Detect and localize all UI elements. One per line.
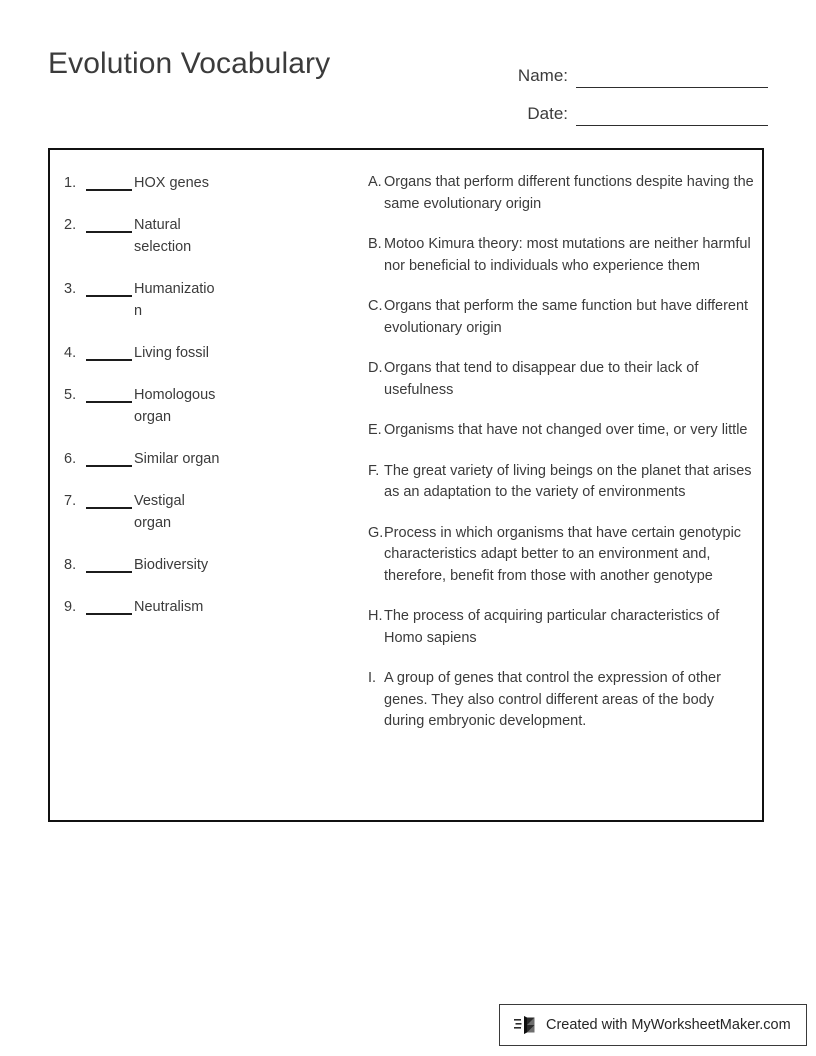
term-answer-blank[interactable] bbox=[86, 596, 132, 615]
definitions-column bbox=[368, 172, 756, 752]
definition-text: Organs that tend to disappear due to their lack of usefulness bbox=[384, 360, 699, 398]
term-number: 6. bbox=[64, 451, 77, 467]
term-number: 8. bbox=[64, 557, 77, 573]
term-item bbox=[64, 278, 360, 322]
term-item bbox=[64, 596, 360, 618]
definition-letter: C. bbox=[368, 298, 383, 314]
matching-columns bbox=[50, 150, 762, 820]
badge-label: Created with MyWorksheetMaker.com bbox=[546, 1017, 791, 1033]
term-number: 3. bbox=[64, 281, 77, 297]
definition-item bbox=[368, 606, 756, 649]
page-title: Evolution Vocabulary bbox=[48, 47, 331, 80]
term-number: 5. bbox=[64, 387, 77, 403]
term-item bbox=[64, 448, 360, 470]
definition-letter: B. bbox=[368, 236, 382, 252]
term-label: Neutralism bbox=[134, 599, 204, 615]
term-label: HOX genes bbox=[134, 175, 209, 191]
definition-text: Motoo Kimura theory: most mutations are neither harmful nor beneficial to individuals who experience them bbox=[384, 236, 751, 274]
definition-item bbox=[368, 234, 756, 277]
definition-text: Organs that perform different functions despite having the same evolutionary origin bbox=[384, 174, 754, 212]
created-with-badge[interactable] bbox=[499, 1004, 807, 1046]
term-label: Humanization bbox=[134, 281, 215, 319]
term-answer-blank[interactable] bbox=[86, 490, 132, 509]
name-label: Name: bbox=[517, 66, 568, 85]
definition-text: The process of acquiring particular characteristics of Homo sapiens bbox=[384, 608, 720, 646]
definition-item bbox=[368, 523, 756, 588]
term-item bbox=[64, 342, 360, 364]
term-label: Homologous organ bbox=[134, 387, 216, 425]
term-label: Vestigal organ bbox=[134, 493, 185, 531]
definition-letter: H. bbox=[368, 608, 383, 624]
definition-item bbox=[368, 461, 756, 504]
definition-letter: G. bbox=[368, 524, 384, 541]
term-item bbox=[64, 214, 360, 258]
definition-letter: E. bbox=[368, 422, 382, 438]
date-label: Date: bbox=[527, 104, 568, 123]
term-number: 2. bbox=[64, 217, 77, 233]
name-date-block bbox=[492, 50, 768, 126]
definition-text: A group of genes that control the expression of other genes. They also control different areas of the body during embryonic development. bbox=[384, 670, 721, 729]
definition-item bbox=[368, 668, 756, 733]
terms-column bbox=[64, 172, 360, 638]
definition-item bbox=[368, 296, 756, 339]
definition-text: Organisms that have not changed over time, or very little bbox=[384, 422, 748, 438]
definition-item bbox=[368, 358, 756, 401]
term-answer-blank[interactable] bbox=[86, 342, 132, 361]
term-label: Natural selection bbox=[134, 217, 192, 255]
term-label: Similar organ bbox=[134, 451, 220, 467]
definition-letter: A. bbox=[368, 174, 382, 190]
term-label: Biodiversity bbox=[134, 557, 209, 573]
definition-letter: I. bbox=[368, 670, 377, 686]
term-item bbox=[64, 384, 360, 428]
term-answer-blank[interactable] bbox=[86, 384, 132, 403]
term-label: Living fossil bbox=[134, 345, 209, 361]
term-answer-blank[interactable] bbox=[86, 554, 132, 573]
term-item bbox=[64, 490, 360, 534]
definition-item bbox=[368, 172, 756, 215]
worksheet-maker-logo-icon bbox=[514, 1014, 538, 1036]
date-field-row bbox=[492, 88, 768, 126]
definition-letter: D. bbox=[368, 360, 383, 376]
term-number: 7. bbox=[64, 493, 77, 509]
name-field-row bbox=[492, 50, 768, 88]
matching-exercise-box bbox=[48, 148, 764, 822]
term-answer-blank[interactable] bbox=[86, 448, 132, 467]
name-input-line[interactable] bbox=[576, 67, 768, 88]
term-number: 1. bbox=[64, 175, 77, 191]
definition-text: The great variety of living beings on the planet that arises as an adaptation to the variety of environments bbox=[384, 462, 752, 500]
definition-text: Organs that perform the same function but have different evolutionary origin bbox=[384, 298, 749, 336]
definition-text: Process in which organisms that have certain genotypic characteristics adapt better to an environment and, therefore, benefit from those with another genotype bbox=[384, 524, 742, 584]
term-answer-blank[interactable] bbox=[86, 172, 132, 191]
term-number: 9. bbox=[64, 599, 77, 615]
term-number: 4. bbox=[64, 345, 77, 361]
definition-item bbox=[368, 420, 756, 442]
date-input-line[interactable] bbox=[576, 105, 768, 126]
term-item bbox=[64, 172, 360, 194]
term-item bbox=[64, 554, 360, 576]
term-answer-blank[interactable] bbox=[86, 278, 132, 297]
term-answer-blank[interactable] bbox=[86, 214, 132, 233]
definition-letter: F. bbox=[368, 462, 380, 479]
worksheet-header bbox=[48, 44, 768, 124]
